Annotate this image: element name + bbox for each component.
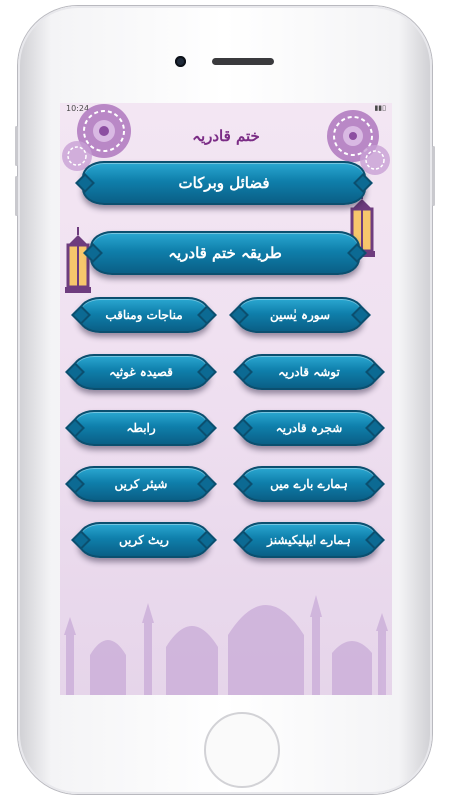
lantern-left-icon [62,227,94,301]
tareeqa-khatam-qadria-button[interactable] [90,231,360,275]
rate-us-label: ریٹ کریں [119,533,169,547]
surah-yaseen-button[interactable] [236,297,364,333]
shajra-qadria-button[interactable] [240,410,378,446]
power-button [432,146,435,206]
qaseeda-ghousia-label: قصیدہ غوثیہ [109,365,173,379]
munajat-o-manaqib-button[interactable] [78,297,210,333]
battery-icon: ▮▮▯ [374,104,386,112]
front-camera [175,56,186,67]
rate-us-button[interactable] [78,522,210,558]
fazail-o-barkat-label: فضائل وبرکات [178,174,270,192]
surah-yaseen-label: سورہ یٰسین [269,308,331,322]
rabta-button[interactable] [72,410,210,446]
earpiece-speaker [212,58,274,65]
munajat-o-manaqib-label: مناجات ومناقب [105,308,183,322]
volume-up-button [15,126,18,166]
volume-down-button [15,176,18,216]
tosha-qadria-label: توشہ قادریہ [278,365,340,379]
shajra-qadria-label: شجرہ قادریہ [275,421,343,435]
our-apps-button[interactable] [240,522,378,558]
tareeqa-khatam-qadria-label: طریقہ ختم قادریہ [168,244,282,262]
page-title: ختم قادریہ [192,127,260,145]
share-button[interactable] [72,466,210,502]
status-time: 10:24 [66,104,90,113]
share-label: شیئر کریں [114,477,168,491]
fazail-o-barkat-button[interactable] [82,161,366,205]
tosha-qadria-button[interactable] [240,354,378,390]
about-us-label: ہمارے بارے میں [270,477,348,491]
app-screen [60,103,392,695]
our-apps-label: ہمارے ایپلیکیشنز [267,533,351,547]
mosque-skyline [60,565,392,695]
home-button[interactable] [204,712,280,788]
rabta-label: رابطہ [126,421,156,435]
qaseeda-ghousia-button[interactable] [72,354,210,390]
about-us-button[interactable] [240,466,378,502]
